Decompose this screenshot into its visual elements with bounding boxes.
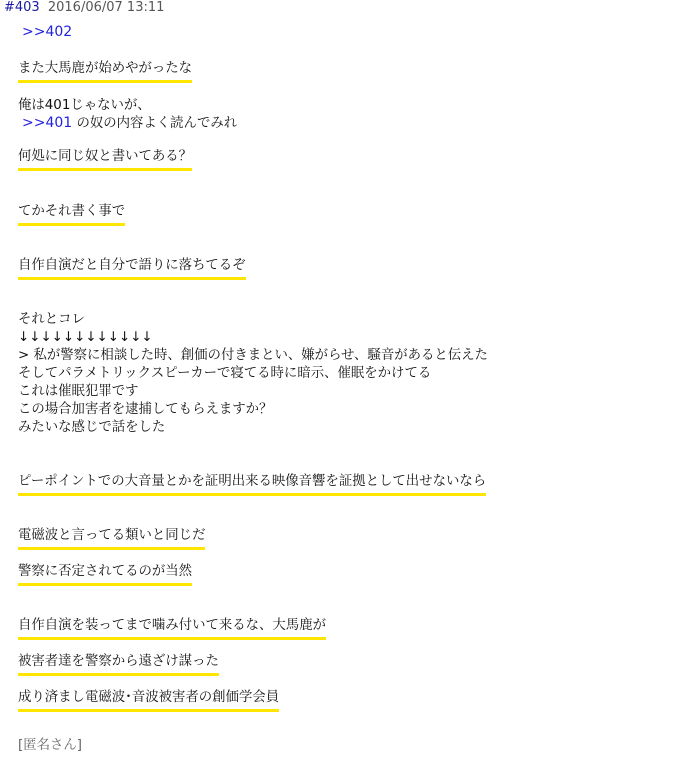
body-line-8: [18, 329, 153, 347]
highlighted-text: 自作自演だと自分で語りに落ちてるぞ: [18, 257, 246, 280]
reply-link-401[interactable]: >>401: [22, 115, 73, 131]
body-line-17: [18, 617, 326, 640]
highlighted-text: また大馬鹿が始めやがったな: [18, 60, 192, 83]
post-datetime: 2016/06/07 13:11: [47, 0, 165, 15]
highlighted-text: てかそれ書く事で: [18, 203, 125, 226]
body-line-5: [18, 203, 125, 226]
body-line-18: [18, 653, 219, 676]
body-line-10: [18, 365, 431, 383]
body-line-14: [18, 473, 486, 496]
body-line-16: [18, 563, 192, 586]
body-line-6: [18, 257, 246, 280]
body-text: みたいな感じで話をした: [18, 420, 166, 435]
quote-text: > 私が警察に相談した時、創価の付きまとい、嫌がらせ、騒音があると伝えた: [18, 348, 488, 363]
reply-line-top: [22, 23, 72, 42]
body-line-15: [18, 527, 205, 550]
body-line-13: [18, 419, 165, 437]
post-header: [4, 0, 164, 16]
body-text: そしてパラメトリックスピーカーで寝てる時に暗示、催眠をかけてる: [18, 366, 432, 381]
body-line-3: [22, 114, 237, 133]
arrow-text: ↓↓↓↓↓↓↓↓↓↓↓↓: [18, 330, 153, 345]
body-text: の奴の内容よく読んでみれ: [72, 116, 238, 131]
body-text: それとコレ: [18, 312, 85, 327]
reply-link-402[interactable]: >>402: [22, 24, 73, 40]
body-line-2: [18, 97, 151, 115]
body-text: この場合加害者を逮捕してもらえますか？: [18, 402, 273, 417]
highlighted-text: 被害者達を警察から遠ざけ謀った: [18, 653, 219, 676]
body-line-7: [18, 311, 85, 329]
body-line-4: [18, 148, 192, 171]
body-text: 俺は401じゃないが、: [18, 98, 151, 113]
body-line-12: [18, 401, 272, 419]
post-number-link[interactable]: #403: [4, 0, 40, 15]
body-line-19: [18, 689, 279, 712]
highlighted-text: 成り済まし電磁波･音波被害者の創価学会員: [18, 689, 279, 712]
highlighted-text: 自作自演を装ってまで噛み付いて来るな、大馬鹿が: [18, 617, 326, 640]
highlighted-text: 何処に同じ奴と書いてある？: [18, 148, 192, 171]
body-line-11: [18, 383, 139, 401]
highlighted-text: 警察に否定されてるのが当然: [18, 563, 192, 586]
author-name: [匿名さん]: [18, 738, 83, 753]
highlighted-text: ピーポイントでの大音量とかを証明出来る映像音響を証拠として出せないなら: [18, 473, 486, 496]
body-line-9: [18, 347, 488, 365]
body-line-1: [18, 60, 192, 83]
body-text: これは催眠犯罪です: [18, 384, 139, 399]
highlighted-text: 電磁波と言ってる類いと同じだ: [18, 527, 205, 550]
